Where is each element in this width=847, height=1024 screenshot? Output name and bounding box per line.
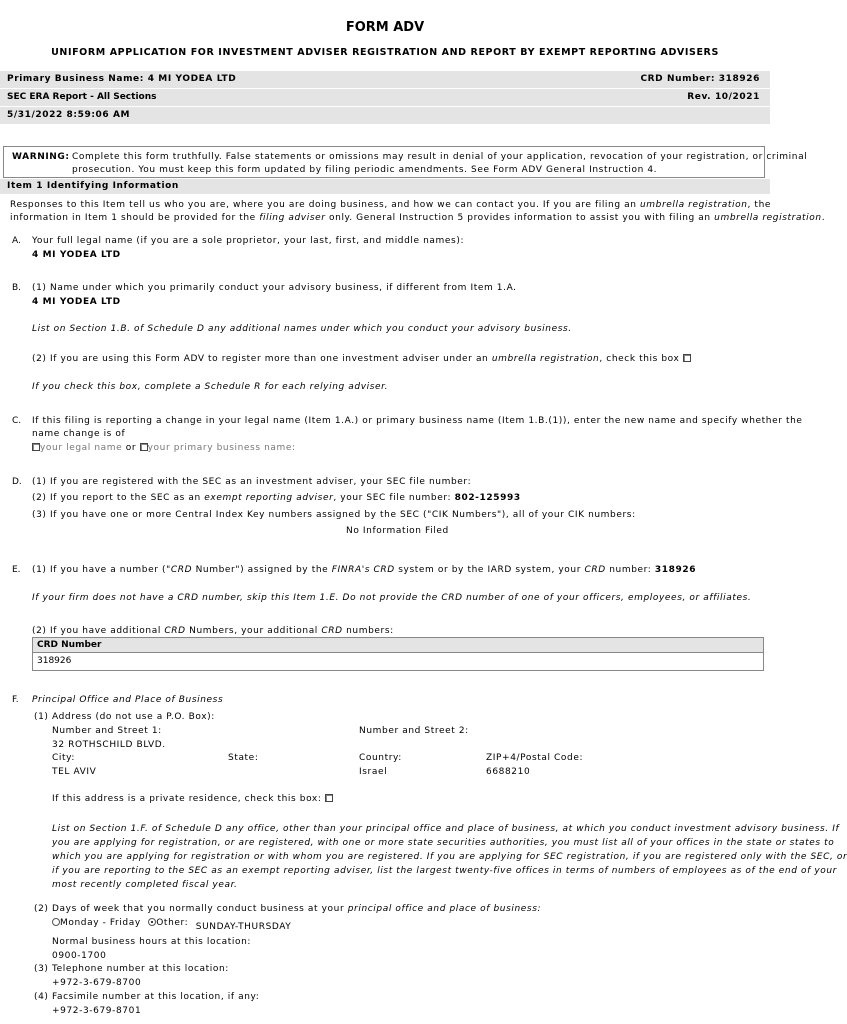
section-c-letter: C. bbox=[12, 416, 22, 426]
table-row: 318926 bbox=[37, 656, 72, 666]
city-label: City: bbox=[52, 753, 76, 763]
monday-friday-radio[interactable] bbox=[52, 918, 60, 926]
section-c-options: your legal name or your primary business name: bbox=[32, 443, 296, 453]
item1-intro-line-2: information in Item 1 should be provided for the filing adviser only. General Instruction 5 provides information to assist you with filing an umbrella registration. bbox=[10, 213, 826, 223]
section-b-q2: (2) If you are using this Form ADV to register more than one investment adviser under an umbrella registration, check this box bbox=[32, 354, 691, 364]
section-d-q3: (3) If you have one or more Central Index Key numbers assigned by the SEC ("CIK Numbers"), all of your CIK numbers: bbox=[32, 510, 636, 520]
crd-numbers-table bbox=[32, 637, 764, 671]
state-label: State: bbox=[228, 753, 259, 763]
section-e-letter: E. bbox=[12, 565, 21, 575]
hours-label: Normal business hours at this location: bbox=[52, 937, 252, 947]
section-e-q2: (2) If you have additional CRD Numbers, your additional CRD numbers: bbox=[32, 626, 394, 636]
country-label: Country: bbox=[359, 753, 402, 763]
timestamp: 5/31/2022 8:59:06 AM bbox=[7, 110, 131, 120]
section-e-note: If your firm does not have a CRD number, skip this Item 1.E. Do not provide the CRD number of one of your officers, employees, or affiliates. bbox=[32, 593, 752, 603]
primary-business-name: Primary Business Name: 4 MI YODEA LTD bbox=[7, 74, 237, 84]
private-residence-checkbox[interactable] bbox=[325, 794, 333, 802]
hours-value: 0900-1700 bbox=[52, 951, 107, 961]
street1-value: 32 ROTHSCHILD BLVD. bbox=[52, 740, 166, 750]
crd-table-header: CRD Number bbox=[33, 638, 763, 653]
other-days-value: SUNDAY-THURSDAY bbox=[195, 922, 292, 932]
section-f-letter: F. bbox=[12, 695, 19, 705]
zip-value: 6688210 bbox=[486, 767, 531, 777]
country-value: Israel bbox=[359, 767, 388, 777]
warning-text-2: prosecution. You must keep this form updated by filing periodic amendments. See Form ADV General Instruction 4. bbox=[72, 165, 658, 175]
private-residence-question: If this address is a private residence, check this box: bbox=[52, 794, 333, 804]
section-f-q4: (4) Facsimile number at this location, if any: bbox=[34, 992, 260, 1002]
warning-label: WARNING: bbox=[12, 152, 70, 162]
warning-text-1: Complete this form truthfully. False statements or omissions may result in denial of your application, revocation of your registration, or criminal bbox=[72, 152, 808, 162]
cik-numbers-value: No Information Filed bbox=[346, 526, 449, 536]
section-a-question: Your full legal name (if you are a sole proprietor, your last, first, and middle names): bbox=[32, 236, 465, 246]
section-b-note-2: If you check this box, complete a Schedule R for each relying adviser. bbox=[32, 382, 389, 392]
section-c-q-line-1: If this filing is reporting a change in your legal name (Item 1.A.) or primary business name (Item 1.B.(1)), enter the new name and specify whether the bbox=[32, 416, 803, 426]
section-e-q1: (1) If you have a number ("CRD Number") assigned by the FINRA's CRD system or by the IARD system, your CRD number: 318926 bbox=[32, 565, 697, 575]
street1-label: Number and Street 1: bbox=[52, 726, 162, 736]
umbrella-registration-checkbox[interactable] bbox=[683, 354, 691, 362]
revision: Rev. 10/2021 bbox=[687, 92, 760, 102]
section-f-q1: (1) Address (do not use a P.O. Box): bbox=[34, 712, 215, 722]
item1-heading: Item 1 Identifying Information bbox=[7, 181, 179, 191]
section-a-letter: A. bbox=[12, 236, 21, 246]
street2-label: Number and Street 2: bbox=[359, 726, 469, 736]
legal-name-change-checkbox[interactable] bbox=[32, 443, 40, 451]
section-b-letter: B. bbox=[12, 283, 22, 293]
section-b-q1: (1) Name under which you primarily conduct your advisory business, if different from Item 1.A. bbox=[32, 283, 517, 293]
section-d-q2: (2) If you report to the SEC as an exempt reporting adviser, your SEC file number: 802-125993 bbox=[32, 493, 521, 503]
zip-label: ZIP+4/Postal Code: bbox=[486, 753, 584, 763]
city-value: TEL AVIV bbox=[52, 767, 97, 777]
item1-intro-line-1: Responses to this Item tell us who you are, where you are doing business, and how we can contact you. If you are filing an umbrella registration, the bbox=[10, 200, 772, 210]
crd-number-header: CRD Number: 318926 bbox=[640, 74, 760, 84]
legal-name-value: 4 MI YODEA LTD bbox=[32, 250, 121, 260]
section-f-q3: (3) Telephone number at this location: bbox=[34, 964, 229, 974]
section-d-q1: (1) If you are registered with the SEC as an investment adviser, your SEC file number: bbox=[32, 477, 472, 487]
form-subtitle: UNIFORM APPLICATION FOR INVESTMENT ADVISER REGISTRATION AND REPORT BY EXEMPT REPORTING ADVISERS bbox=[51, 47, 719, 58]
report-type: SEC ERA Report - All Sections bbox=[7, 92, 157, 102]
section-c-q-line-2: name change is of bbox=[32, 429, 126, 439]
business-name-change-checkbox[interactable] bbox=[140, 443, 148, 451]
fax-value: +972-3-679-8701 bbox=[52, 1006, 142, 1016]
business-days-options: Monday - Friday Other: SUNDAY-THURSDAY bbox=[52, 918, 291, 928]
phone-value: +972-3-679-8700 bbox=[52, 978, 142, 988]
section-f-note: List on Section 1.F. of Schedule D any office, other than your principal office and place of business, at which you conduct investment advisory business. If you are applying for registration, or are registered, with one or more state securities authorities, you must list all of your offices in the state or states to which you are applying for registration or with whom you are registered. If you are applying for SEC registration, if you are registered only with the SEC, or if you are reporting to the SEC as an exempt reporting adviser, list the largest twenty-five offices in terms of numbers of employees as of the end of your most recently completed fiscal year. bbox=[52, 824, 847, 890]
form-title: FORM ADV bbox=[345, 20, 425, 35]
section-f-heading: Principal Office and Place of Business bbox=[32, 695, 224, 705]
business-name-value: 4 MI YODEA LTD bbox=[32, 297, 121, 307]
section-b-note-1: List on Section 1.B. of Schedule D any additional names under which you conduct your advisory business. bbox=[32, 324, 572, 334]
section-f-q2: (2) Days of week that you normally conduct business at your principal office and place of business: bbox=[34, 904, 542, 914]
section-d-letter: D. bbox=[12, 477, 22, 487]
